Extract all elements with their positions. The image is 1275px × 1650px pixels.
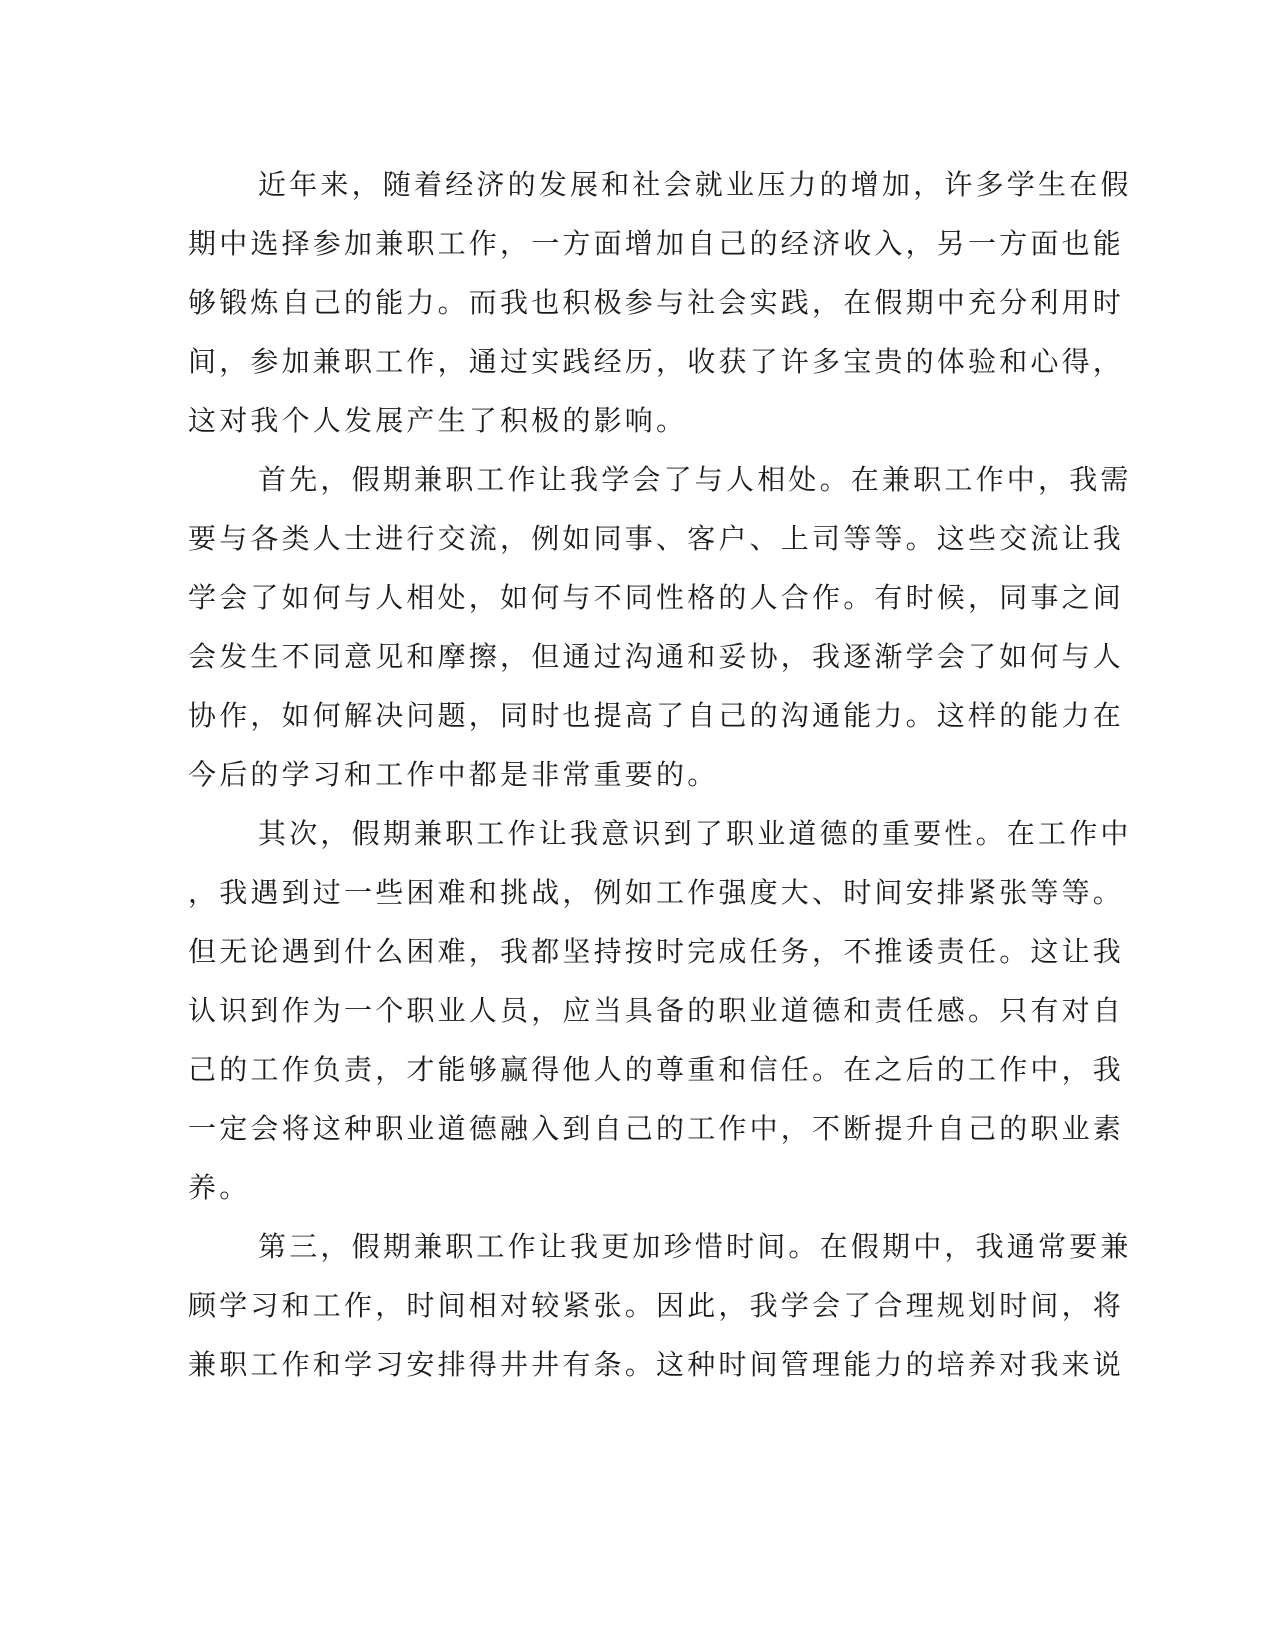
text-line: 学会了如何与人相处，如何与不同性格的人合作。有时候，同事之间 bbox=[188, 581, 1125, 614]
text-line: 这对我个人发展产生了积极的影响。 bbox=[188, 404, 688, 437]
text-line: 其次，假期兼职工作让我意识到了职业道德的重要性。在工作中 bbox=[258, 817, 1132, 850]
text-line: ，我遇到过一些困难和挑战，例如工作强度大、时间安排紧张等等。 bbox=[188, 876, 1125, 909]
text-line: 第三，假期兼职工作让我更加珍惜时间。在假期中，我通常要兼 bbox=[258, 1230, 1132, 1263]
text-line: 会发生不同意见和摩擦，但通过沟通和妥协，我逐渐学会了如何与人 bbox=[188, 640, 1125, 673]
text-line: 一定会将这种职业道德融入到自己的工作中，不断提升自己的职业素 bbox=[188, 1112, 1125, 1145]
text-line: 协作，如何解决问题，同时也提高了自己的沟通能力。这样的能力在 bbox=[188, 699, 1125, 732]
paragraph-3 bbox=[188, 804, 1132, 1217]
text-line: 够锻炼自己的能力。而我也积极参与社会实践，在假期中充分利用时 bbox=[188, 286, 1125, 319]
text-line: 顾学习和工作，时间相对较紧张。因此，我学会了合理规划时间，将 bbox=[188, 1289, 1125, 1322]
text-line: 但无论遇到什么困难，我都坚持按时完成任务，不推诿责任。这让我 bbox=[188, 935, 1125, 968]
paragraph-4 bbox=[188, 1217, 1132, 1394]
text-line: 己的工作负责，才能够赢得他人的尊重和信任。在之后的工作中，我 bbox=[188, 1053, 1125, 1086]
text-line: 认识到作为一个职业人员，应当具备的职业道德和责任感。只有对自 bbox=[188, 994, 1125, 1027]
text-line: 养。 bbox=[188, 1171, 251, 1204]
document-body bbox=[188, 155, 1132, 1394]
text-line: 要与各类人士进行交流，例如同事、客户、上司等等。这些交流让我 bbox=[188, 522, 1125, 555]
text-line: 首先，假期兼职工作让我学会了与人相处。在兼职工作中，我需 bbox=[258, 463, 1132, 496]
text-line: 兼职工作和学习安排得井井有条。这种时间管理能力的培养对我来说 bbox=[188, 1348, 1125, 1381]
text-line: 今后的学习和工作中都是非常重要的。 bbox=[188, 758, 719, 791]
text-line: 间，参加兼职工作，通过实践经历，收获了许多宝贵的体验和心得， bbox=[188, 345, 1125, 378]
text-line: 期中选择参加兼职工作，一方面增加自己的经济收入，另一方面也能 bbox=[188, 227, 1125, 260]
text-line: 近年来，随着经济的发展和社会就业压力的增加，许多学生在假 bbox=[258, 168, 1132, 201]
paragraph-1 bbox=[188, 155, 1132, 450]
paragraph-2 bbox=[188, 450, 1132, 804]
